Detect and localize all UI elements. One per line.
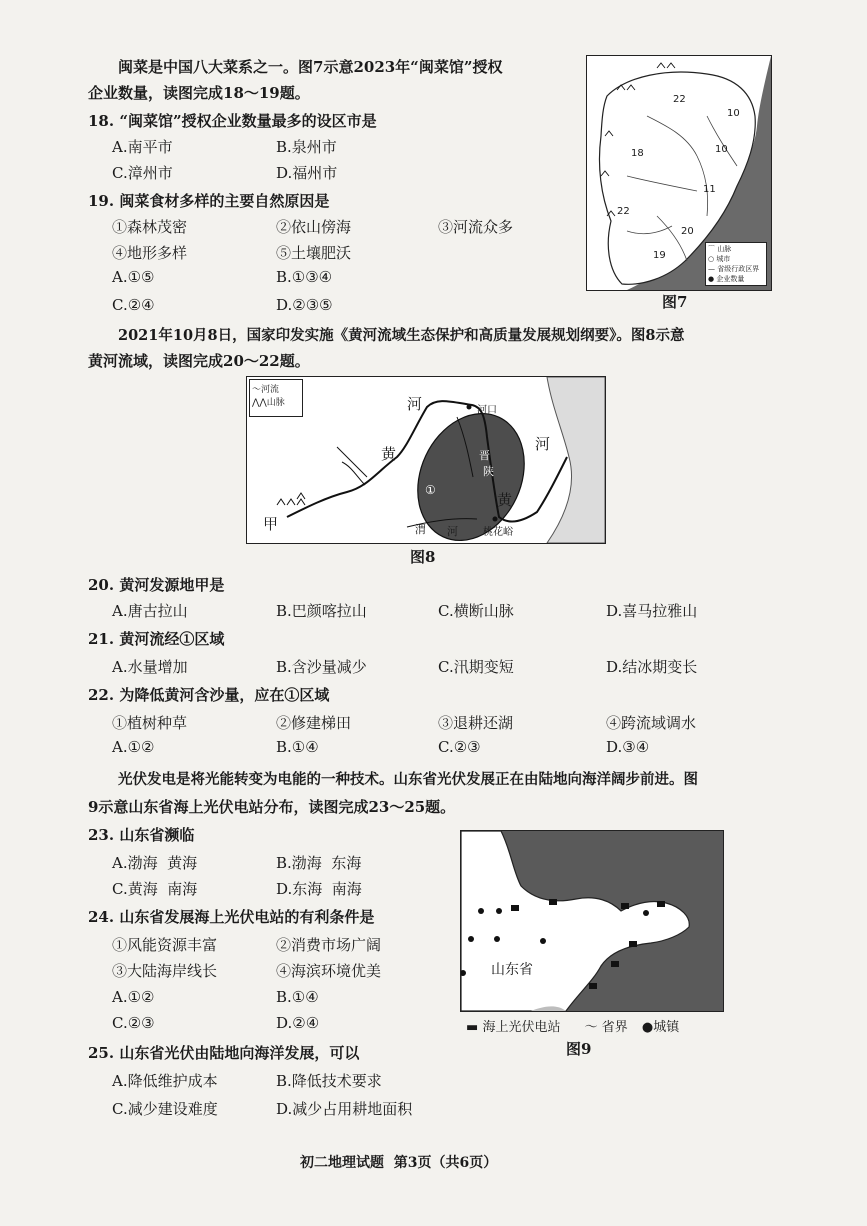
- pv-station: [657, 901, 665, 907]
- mountain-marks: [277, 493, 305, 505]
- q23-option-b[interactable]: B.渤海 东海: [276, 854, 362, 872]
- fig9-map-drawing: [461, 831, 723, 1011]
- intro-fujian-line2: 企业数量，读图完成18～19题。: [88, 84, 310, 102]
- fig8-legend: [249, 379, 303, 417]
- pv-station: [611, 961, 619, 967]
- town-dot: [494, 936, 500, 942]
- fig9-legend: [466, 1016, 679, 1035]
- q23-stem: 23. 山东省濒临: [88, 826, 195, 844]
- q20-stem: 20. 黄河发源地甲是: [88, 576, 225, 594]
- q22-option-a[interactable]: A.①②: [112, 738, 155, 756]
- fig7-value-3: 18: [631, 148, 644, 159]
- hekou-point: [467, 405, 472, 410]
- q22-item-1: ①植树种草: [112, 714, 188, 732]
- q19-stem: 19. 闽菜食材多样的主要自然原因是: [88, 192, 330, 210]
- pv-station: [549, 899, 557, 905]
- intro-yellow-river-line1: 2021年10月8日，国家印发实施《黄河流域生态保护和高质量发展规划纲要》。图8示意: [118, 327, 685, 344]
- q24-option-d[interactable]: D.②④: [276, 1014, 320, 1032]
- q22-item-3: ③退耕还湖: [438, 714, 514, 732]
- fig8-label-region-1: ①: [425, 483, 436, 497]
- town-dot: [496, 908, 502, 914]
- fig8-label-hekou: 河口: [477, 405, 497, 416]
- fig7-value-8: 19: [653, 250, 666, 261]
- fig9-legend-pv: 海上光伏电站: [482, 1020, 561, 1035]
- q21-option-a[interactable]: A.水量增加: [112, 658, 188, 676]
- fig7-legend-count: 企业数量: [716, 275, 745, 283]
- fig7-value-6: 22: [617, 206, 630, 217]
- q19-item-1: ①森林茂密: [112, 218, 188, 236]
- fig7-value-4: 10: [715, 144, 728, 155]
- fig7-value-5: 11: [703, 184, 716, 195]
- q24-option-a[interactable]: A.①②: [112, 988, 155, 1006]
- q25-option-a[interactable]: A.降低维护成本: [112, 1072, 218, 1090]
- pv-station: [511, 905, 519, 911]
- fig7-caption: 图7: [662, 293, 688, 311]
- fig7-value-2: 10: [727, 108, 740, 119]
- fig7-legend-city: 城市: [716, 255, 731, 263]
- fig8-label-huang-2: 黄: [497, 491, 513, 509]
- q25-option-d[interactable]: D.减少占用耕地面积: [276, 1100, 413, 1118]
- q18-option-b[interactable]: B.泉州市: [276, 138, 337, 156]
- q20-option-c[interactable]: C.横断山脉: [438, 602, 514, 620]
- q19-item-2: ②依山傍海: [276, 218, 352, 236]
- shandong-land: [461, 831, 689, 1011]
- town-dot: [468, 936, 474, 942]
- q24-item-4: ④海滨环境优美: [276, 962, 382, 980]
- pv-station: [629, 941, 637, 947]
- fig8-label-he-2: 河: [535, 435, 551, 453]
- fig7-value-7: 20: [681, 226, 694, 237]
- fig9-caption: 图9: [566, 1040, 592, 1058]
- q22-item-4: ④跨流域调水: [606, 714, 697, 732]
- q22-option-d[interactable]: D.③④: [606, 738, 650, 756]
- intro-yellow-river-line2: 黄河流域，读图完成20～22题。: [88, 352, 310, 370]
- fig8-legend-river: 河流: [261, 385, 280, 395]
- q18-stem: 18. “闽菜馆”授权企业数量最多的设区市是: [88, 112, 377, 130]
- fig7-value-1: 22: [673, 94, 686, 105]
- q22-option-b[interactable]: B.①④: [276, 738, 319, 756]
- q23-option-d[interactable]: D.东海 南海: [276, 880, 362, 898]
- mountain-icon: ⌒: [708, 245, 715, 253]
- fig8-yellow-river-map: [246, 376, 606, 544]
- fig8-label-shan: 陕: [483, 465, 494, 478]
- q22-item-2: ②修建梯田: [276, 714, 352, 732]
- fig7-legend: [705, 242, 767, 286]
- town-dot: [540, 938, 546, 944]
- taohuayu-point: [493, 517, 498, 522]
- q18-option-c[interactable]: C.漳州市: [112, 164, 173, 182]
- fig8-legend-mountain: 山脉: [266, 398, 285, 408]
- fig8-label-jin: 晋: [479, 449, 490, 462]
- fig8-label-huang-1: 黄: [381, 445, 397, 463]
- fig8-label-wei: 渭: [415, 523, 426, 536]
- intro-fujian-line1: 闽菜是中国八大菜系之一。图7示意2023年“闽菜馆”授权: [118, 58, 503, 76]
- q19-option-d[interactable]: D.②③⑤: [276, 296, 333, 314]
- q20-option-b[interactable]: B.巴颜喀拉山: [276, 602, 367, 620]
- q24-item-3: ③大陆海岸线长: [112, 962, 218, 980]
- q25-option-c[interactable]: C.减少建设难度: [112, 1100, 218, 1118]
- fig9-province-label: 山东省: [491, 962, 533, 978]
- q20-option-a[interactable]: A.唐古拉山: [112, 602, 188, 620]
- town-dot: [478, 908, 484, 914]
- q19-option-b[interactable]: B.①③④: [276, 268, 333, 286]
- q25-option-b[interactable]: B.降低技术要求: [276, 1072, 382, 1090]
- pv-station: [621, 903, 629, 909]
- fig8-label-jia: 甲: [263, 515, 279, 533]
- q18-option-d[interactable]: D.福州市: [276, 164, 338, 182]
- intro-shandong-line1: 光伏发电是将光能转变为电能的一种技术。山东省光伏发展正在由陆地向海洋阔步前进。图: [118, 771, 698, 788]
- fig9-legend-boundary: 省界: [601, 1020, 628, 1035]
- fig8-label-taohuayu: 桃花峪: [483, 527, 513, 538]
- town-dot: [643, 910, 649, 916]
- page-footer: 初二地理试题 第3页（共6页）: [300, 1155, 498, 1171]
- sea-area: [547, 377, 605, 543]
- q21-option-b[interactable]: B.含沙量减少: [276, 658, 367, 676]
- q23-option-a[interactable]: A.渤海 黄海: [112, 854, 198, 872]
- pv-station-icon: ▬: [466, 1020, 479, 1035]
- count-icon: ●: [708, 275, 715, 283]
- q24-item-2: ②消费市场广阔: [276, 936, 382, 954]
- q22-stem: 22. 为降低黄河含沙量，应在①区域: [88, 686, 330, 704]
- q25-stem: 25. 山东省光伏由陆地向海洋发展，可以: [88, 1044, 360, 1062]
- fig8-label-he-3: 河: [447, 525, 458, 538]
- fig8-label-he-1: 河: [407, 395, 423, 413]
- q23-option-c[interactable]: C.黄海 南海: [112, 880, 198, 898]
- q21-stem: 21. 黄河流经①区域: [88, 630, 225, 648]
- q24-option-c[interactable]: C.②③: [112, 1014, 155, 1032]
- fig9-legend-town: 城镇: [653, 1020, 680, 1035]
- fig7-legend-mountain: 山脉: [717, 245, 732, 253]
- q24-item-1: ①风能资源丰富: [112, 936, 218, 954]
- fig7-legend-boundary: 省级行政区界: [717, 265, 760, 273]
- q19-item-3: ③河流众多: [438, 218, 514, 236]
- fig9-shandong-map: [460, 830, 724, 1012]
- pv-station: [589, 983, 597, 989]
- q24-option-b[interactable]: B.①④: [276, 988, 319, 1006]
- town-icon: ●: [641, 1020, 654, 1035]
- q21-option-d[interactable]: D.结冰期变长: [606, 658, 698, 676]
- boundary-icon: ～: [584, 1020, 598, 1035]
- q19-option-c[interactable]: C.②④: [112, 296, 155, 314]
- city-icon: ○: [708, 255, 715, 263]
- q19-item-5: ⑤土壤肥沃: [276, 244, 352, 262]
- q24-stem: 24. 山东省发展海上光伏电站的有利条件是: [88, 908, 375, 926]
- q19-item-4: ④地形多样: [112, 244, 188, 262]
- fig7-fujian-map: [586, 55, 772, 291]
- q22-option-c[interactable]: C.②③: [438, 738, 481, 756]
- q19-option-a[interactable]: A.①⑤: [112, 268, 155, 286]
- fig8-caption: 图8: [410, 548, 436, 566]
- river-icon: 〜: [252, 385, 262, 395]
- intro-shandong-line2: 9示意山东省海上光伏电站分布，读图完成23～25题。: [88, 798, 456, 816]
- q21-option-c[interactable]: C.汛期变短: [438, 658, 514, 676]
- q20-option-d[interactable]: D.喜马拉雅山: [606, 602, 698, 620]
- mountain-icon: ⋀⋀: [252, 398, 267, 408]
- boundary-icon: —: [708, 265, 715, 273]
- q18-option-a[interactable]: A.南平市: [112, 138, 173, 156]
